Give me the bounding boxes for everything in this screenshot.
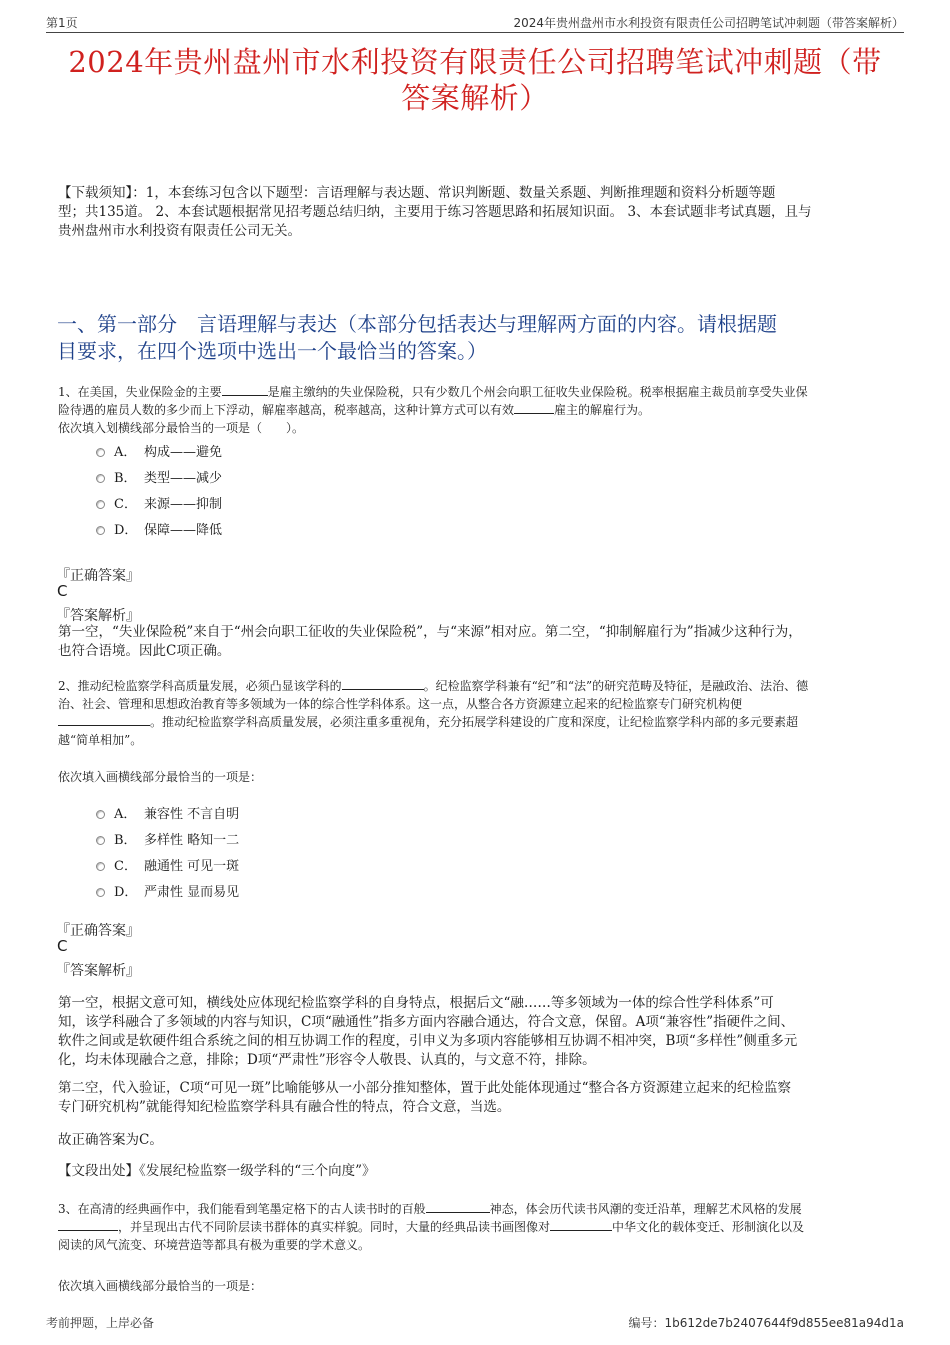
analysis-line: 软件之间或是软硬件组合系统之间的相互协调工作的程度，引申义为多项内容能够相互协调不相冲突，B项“多样性”侧重多元	[58, 1033, 798, 1049]
option-text: 来源——抑制	[144, 497, 223, 512]
option-d[interactable]	[96, 518, 222, 544]
analysis-label: 『答案解析』	[56, 608, 140, 624]
option-a[interactable]	[96, 440, 222, 466]
q3-text: 神态，体会历代读书风潮的变迁沿革，理解艺术风格的发展	[489, 1202, 802, 1216]
q1-prompt: 依次填入划横线部分最恰当的一项是（ ）。	[58, 421, 305, 435]
document-title	[50, 44, 900, 116]
fill-blank	[514, 402, 554, 414]
option-c[interactable]	[96, 854, 239, 880]
fill-blank	[58, 1219, 118, 1231]
option-a[interactable]	[96, 802, 239, 828]
notice-line: 贵州盘州市水利投资有限责任公司无关。	[58, 223, 301, 239]
analysis-text	[58, 623, 890, 661]
section-heading-line: 目要求，在四个选项中选出一个最恰当的答案。）	[57, 339, 487, 363]
fill-blank	[342, 678, 424, 690]
footer-slogan: 考前押题，上岸必备	[46, 1316, 155, 1330]
section-heading	[57, 311, 900, 365]
radio-button[interactable]	[96, 526, 105, 535]
option-letter: B．	[114, 471, 137, 486]
page-number: 第1页	[46, 16, 78, 30]
q3-text: 阅读的风气流变、环境营造等都具有极为重要的学术意义。	[58, 1238, 371, 1252]
correct-answer-label: 『正确答案』	[56, 568, 140, 584]
q2-text: 治、社会、管理和思想政治教育等多领域为一体的综合性学科体系。这一点，从整合各方资源建立起来的纪检监察专门研究机构便	[58, 697, 743, 711]
radio-button[interactable]	[96, 474, 105, 483]
radio-button[interactable]	[96, 810, 105, 819]
analysis-label: 『答案解析』	[56, 963, 140, 979]
option-text: 兼容性 不言自明	[144, 807, 240, 822]
question-3-stem	[58, 1200, 904, 1254]
fill-blank	[58, 714, 150, 726]
q3-text: 中华文化的载体变迁、形制演化以及	[612, 1220, 805, 1234]
correct-answer: C	[57, 582, 68, 600]
question-2-options	[96, 802, 239, 906]
q2-prompt: 依次填入画横线部分最恰当的一项是：	[58, 770, 263, 784]
analysis-paragraph-1	[58, 994, 890, 1070]
radio-button[interactable]	[96, 500, 105, 509]
correct-answer: C	[57, 937, 68, 955]
notice-line: 【下载须知】：1，本套练习包含以下题型：言语理解与表达题、常识判断题、数量关系题、判断推理题和资料分析题等题	[58, 185, 776, 201]
download-notice	[58, 184, 904, 241]
title-line-1: 2024年贵州盘州市水利投资有限责任公司招聘笔试冲刺题（带	[68, 45, 882, 79]
q1-text: 雇主的解雇行为。	[554, 403, 651, 417]
radio-button[interactable]	[96, 836, 105, 845]
option-letter: C．	[114, 497, 137, 512]
analysis-line: 第二空，代入验证，C项“可见一斑”比喻能够从一小部分推知整体，置于此处能体现通过“整合各方资源建立起来的纪检监察	[58, 1080, 792, 1096]
analysis-line: 知，该学科融合了多领域的内容与知识，C项“融通性”指多方面内容融合通达，符合文意，保留。A项“兼容性”指硬件之间、	[58, 1014, 795, 1030]
q2-text: 。纪检监察学科兼有“纪”和“法”的研究范畴及特征，是融政治、法治、德	[423, 679, 809, 693]
option-letter: D．	[114, 523, 138, 538]
analysis-conclusion: 故正确答案为C。	[58, 1132, 163, 1148]
option-text: 多样性 略知一二	[144, 833, 240, 848]
running-header-title: 2024年贵州盘州市水利投资有限责任公司招聘笔试冲刺题（带答案解析）	[513, 16, 904, 30]
option-c[interactable]	[96, 492, 222, 518]
q3-prompt: 依次填入画横线部分最恰当的一项是：	[58, 1279, 263, 1293]
analysis-line: 第一空，根据文意可知，横线处应体现纪检监察学科的自身特点，根据后文“融……等多领域为一体的综合性学科体系”可	[58, 995, 774, 1011]
analysis-line: 化，均未体现融合之意，排除；D项“严肃性”形容令人敬畏、认真的，与文意不符，排除。	[58, 1052, 596, 1068]
option-letter: C．	[114, 859, 137, 874]
option-text: 构成——避免	[144, 445, 223, 460]
analysis-line: 第一空，“失业保险税”来自于“州会向职工征收的失业保险税”，与“来源”相对应。第二空，“抑制解雇行为”指减少这种行为，	[58, 624, 802, 640]
option-letter: A．	[114, 807, 137, 822]
analysis-line: 专门研究机构”就能得知纪检监察学科具有融合性的特点，符合文意，当选。	[58, 1099, 511, 1115]
q2-text: 越“简单相加”。	[58, 733, 143, 747]
radio-button[interactable]	[96, 448, 105, 457]
option-b[interactable]	[96, 466, 222, 492]
option-text: 类型——减少	[144, 471, 223, 486]
question-1-stem	[58, 383, 904, 437]
header-divider	[46, 32, 904, 33]
footer-doc-id: 编号：1b612de7b2407644f9d855ee81a94d1a	[628, 1316, 904, 1330]
fill-blank	[550, 1219, 612, 1231]
analysis-paragraph-2	[58, 1079, 890, 1117]
option-letter: A．	[114, 445, 137, 460]
radio-button[interactable]	[96, 862, 105, 871]
analysis-line: 也符合语境。因此C项正确。	[58, 643, 231, 659]
q2-text: 。推动纪检监察学科高质量发展，必须注重多重视角，充分拓展学科建设的广度和深度，让纪检监察学科内部的多元要素超	[150, 715, 799, 729]
option-text: 严肃性 显而易见	[144, 885, 240, 900]
section-heading-line: 一、第一部分 言语理解与表达（本部分包括表达与理解两方面的内容。请根据题	[57, 312, 777, 336]
title-line-2: 答案解析）	[401, 81, 549, 115]
radio-button[interactable]	[96, 888, 105, 897]
q2-text: 2、推动纪检监察学科高质量发展，必须凸显该学科的	[58, 679, 342, 693]
question-1-options	[96, 440, 222, 544]
q1-text: 1、在美国，失业保险金的主要	[58, 385, 222, 399]
option-letter: B．	[114, 833, 137, 848]
q1-text: 险待遇的雇员人数的多少而上下浮动，解雇率越高，税率越高，这种计算方式可以有效	[58, 403, 515, 417]
correct-answer-label: 『正确答案』	[56, 923, 140, 939]
question-2-stem	[58, 677, 904, 749]
passage-source: 【文段出处】《发展纪检监察一级学科的“三个向度”》	[58, 1163, 376, 1179]
q1-text: 是雇主缴纳的失业保险税，只有少数几个州会向职工征收失业保险税。税率根据雇主裁员前享受失业保	[267, 385, 808, 399]
option-b[interactable]	[96, 828, 239, 854]
q3-text: 3、在高清的经典画作中，我们能看到笔墨定格下的古人读书时的百般	[58, 1202, 426, 1216]
q3-text: ，并呈现出古代不同阶层读书群体的真实样貌。同时，大量的经典品读书画图像对	[118, 1220, 551, 1234]
option-d[interactable]	[96, 880, 239, 906]
option-letter: D．	[114, 885, 138, 900]
notice-line: 型；共135道。 2、本套试题根据常见招考题总结归纳，主要用于练习答题思路和拓展知识面。 3、本套试题非考试真题，且与	[58, 204, 812, 220]
option-text: 保障——降低	[144, 523, 223, 538]
fill-blank	[426, 1201, 490, 1213]
fill-blank	[222, 384, 268, 396]
option-text: 融通性 可见一斑	[144, 859, 240, 874]
